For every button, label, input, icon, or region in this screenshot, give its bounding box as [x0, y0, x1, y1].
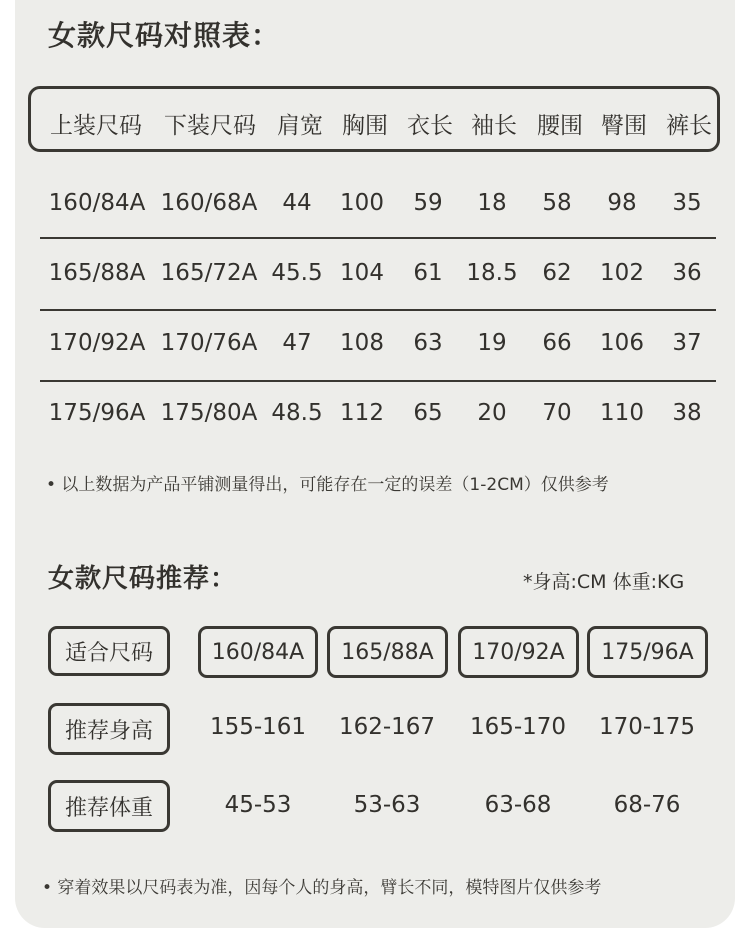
measurement-note: • 以上数据为产品平铺测量得出，可能存在一定的误差（1-2CM）仅供参考 [46, 475, 609, 495]
label-fit-size: 适合尺码 [48, 626, 170, 676]
table-cell: 18.5 [466, 260, 518, 286]
label-recommend-height: 推荐身高 [48, 703, 170, 755]
size-pill-165: 165/88A [327, 626, 448, 678]
table-cell: 47 [282, 330, 312, 356]
table-cell: 20 [477, 400, 507, 426]
weight-range: 63-68 [484, 792, 552, 818]
table-cell: 70 [542, 400, 572, 426]
header-shoulder: 肩宽 [277, 113, 323, 139]
height-range: 170-175 [598, 714, 696, 740]
row-divider [40, 237, 716, 239]
row-divider [40, 380, 716, 382]
table-cell: 165/72A [160, 260, 258, 286]
header-bottom-size: 下装尺码 [164, 113, 256, 139]
height-range: 162-167 [338, 714, 436, 740]
height-range: 155-161 [209, 714, 307, 740]
header-chest: 胸围 [342, 113, 388, 139]
recommend-title: 女款尺码推荐： [48, 564, 238, 594]
unit-note: *身高:CM 体重:KG [523, 571, 685, 593]
table-cell: 65 [413, 400, 443, 426]
size-pill-160: 160/84A [198, 626, 318, 678]
fit-note: • 穿着效果以尺码表为准，因每个人的身高，臂长不同，模特图片仅供参考 [42, 878, 602, 898]
table-cell: 38 [672, 400, 702, 426]
size-chart-title: 女款尺码对照表： [48, 19, 281, 52]
height-range: 165-170 [469, 714, 567, 740]
table-cell: 175/96A [48, 400, 146, 426]
table-cell: 18 [477, 190, 507, 216]
table-cell: 98 [607, 190, 637, 216]
row-divider [40, 309, 716, 311]
table-cell: 112 [340, 400, 384, 426]
table-cell: 58 [542, 190, 572, 216]
weight-range: 45-53 [224, 792, 292, 818]
table-cell: 100 [340, 190, 384, 216]
table-cell: 160/84A [48, 190, 146, 216]
table-cell: 37 [672, 330, 702, 356]
table-cell: 175/80A [160, 400, 258, 426]
header-waist: 腰围 [537, 113, 583, 139]
weight-range: 68-76 [613, 792, 681, 818]
table-cell: 48.5 [271, 400, 323, 426]
table-cell: 62 [542, 260, 572, 286]
table-cell: 59 [413, 190, 443, 216]
table-cell: 19 [477, 330, 507, 356]
size-pill-175: 175/96A [587, 626, 708, 678]
table-cell: 35 [672, 190, 702, 216]
table-cell: 66 [542, 330, 572, 356]
table-cell: 102 [600, 260, 644, 286]
size-pill-170: 170/92A [458, 626, 579, 678]
table-cell: 61 [413, 260, 443, 286]
table-cell: 63 [413, 330, 443, 356]
table-cell: 170/92A [48, 330, 146, 356]
table-cell: 110 [600, 400, 644, 426]
table-cell: 45.5 [271, 260, 323, 286]
table-cell: 36 [672, 260, 702, 286]
header-pants-length: 裤长 [666, 113, 712, 139]
label-recommend-weight: 推荐体重 [48, 780, 170, 832]
header-top-size: 上装尺码 [50, 113, 142, 139]
table-cell: 44 [282, 190, 312, 216]
header-sleeve: 袖长 [471, 113, 517, 139]
table-cell: 170/76A [160, 330, 258, 356]
weight-range: 53-63 [353, 792, 421, 818]
header-hip: 臀围 [601, 113, 647, 139]
table-cell: 106 [600, 330, 644, 356]
table-cell: 160/68A [160, 190, 258, 216]
header-length: 衣长 [407, 113, 453, 139]
table-cell: 108 [340, 330, 384, 356]
table-cell: 165/88A [48, 260, 146, 286]
table-cell: 104 [340, 260, 384, 286]
